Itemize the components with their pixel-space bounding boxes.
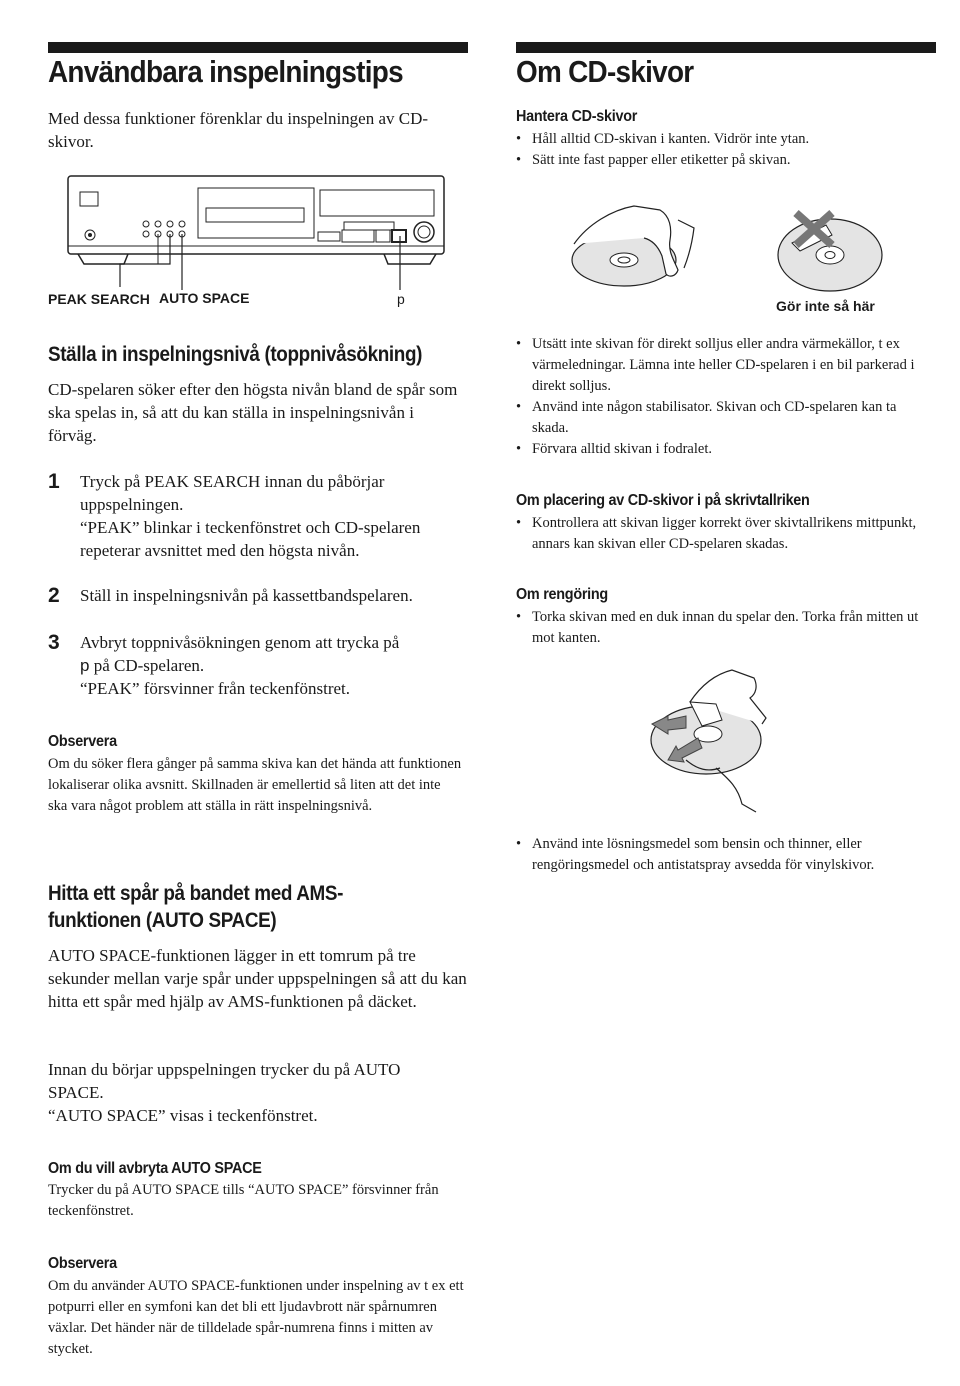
observe-heading-2: Observera [48,1255,117,1272]
step-1 [48,470,468,562]
section2-body1: AUTO SPACE-funktionen lägger in ett tomrum på tre sekunder mellan varje spår under uppspelningen så att du kan hitta ett spår med hjälp av AMS-funktionen på däcket. [48,946,467,1011]
list-item: • Använd inte lösningsmedel som bensin och thinner, eller rengöringsmedel och antistatspray avsedda för vinylskivor. [516,834,936,876]
list-item: • Sätt inte fast papper eller etiketter på skivan. [516,150,936,171]
page-title-left: Användbara inspelningstips [48,54,403,89]
observe-heading-1: Observera [48,733,117,750]
step-text-post: på CD-spelaren. [89,656,205,675]
list-item: • Torka skivan med en duk innan du spelar den. Torka från mitten ut mot kanten. [516,607,936,649]
do-not-touch-disc-illustration [774,205,886,295]
section2-body2b: “AUTO SPACE” visas i teckenfönstret. [48,1106,318,1125]
step-text: Ställ in inspelningsnivån på kassettbandspelaren. [80,586,413,605]
intro-text: Med dessa funktioner förenklar du inspelningen av CD-skivor. [48,109,429,151]
handle-bullets [516,129,936,171]
list-item: • Använd inte någon stabilisator. Skivan och CD-spelaren kan ta skada. [516,397,936,439]
cancel-heading: Om du vill avbryta AUTO SPACE [48,1160,262,1177]
step-number: 3 [48,631,60,654]
cleaning-after-bullets [516,834,936,876]
title-rule [516,42,936,53]
list-item: • Kontrollera att skivan ligger korrekt över skivtallrikens mittpunkt, annars kan skivan eller CD-spelaren skadas. [516,513,936,555]
cleaning-bullets [516,607,936,649]
step-note: “PEAK” försvinner från teckenfönstret. [80,679,351,698]
cd-player-illustration [64,172,454,292]
do-not-label: Gör inte så här [776,298,875,314]
placement-bullets [516,513,936,555]
step-2 [48,584,468,607]
cleaning-heading: Om rengöring [516,586,608,603]
step-text: Tryck på PEAK SEARCH innan du påbörjar uppspelningen. [80,472,385,514]
cleaning-disc-illustration [646,664,786,819]
hand-holding-disc-illustration [566,200,716,295]
list-item: • Håll alltid CD-skivan i kanten. Vidrör inte ytan. [516,129,936,150]
step-text [80,631,468,677]
step-note: “PEAK” blinkar i teckenfönstret och CD-spelaren repeterar avsnittet med den högsta nivån. [80,518,421,560]
observe-text-2: Om du använder AUTO SPACE-funktionen under inspelning av t ex ett potpurri eller en symfoni kan det bli ett ljudavbrott när spårnumren växlar. Det händer när de tilldelade spår-numrena finns i mitten av stycket. [48,1278,464,1357]
section2-body2a: Innan du börjar uppspelningen trycker du på AUTO SPACE. [48,1060,401,1102]
step-3 [48,631,468,700]
more-bullets [516,334,936,460]
section2-heading: Hitta ett spår på bandet med AMS-funktionen (AUTO SPACE) [48,882,344,932]
step-number: 1 [48,470,60,493]
step-number: 2 [48,584,60,607]
handle-heading: Hantera CD-skivor [516,108,638,125]
placement-heading: Om placering av CD-skivor i på skrivtallriken [516,492,810,509]
section1-body: CD-spelaren söker efter den högsta nivån bland de spår som ska spelas in, så att du kan ställa in inspelningsnivån i förväg. [48,380,458,445]
page-title-right: Om CD-skivor [516,54,694,89]
list-item: • Utsätt inte skivan för direkt solljus eller andra värmekällor, t ex värmeledningar. Lämna inte heller CD-spelaren i en bil parkerad i direkt solljus. [516,334,936,397]
observe-text-1: Om du söker flera gånger på samma skiva kan det hända att funktionen lokaliserar olika avsnitt. Skillnaden är emellertid så liten att det inte ska vara något problem att ställa in rätt inspelningsnivå. [48,756,462,814]
list-item: • Förvara alltid skivan i fodralet. [516,439,936,460]
title-rule [48,42,468,53]
p-label: p [397,291,405,307]
p-button-ref: p [80,656,90,675]
peak-search-label: PEAK SEARCH [48,291,150,307]
auto-space-label: AUTO SPACE [159,290,250,306]
step-text-pre: Avbryt toppnivåsökningen genom att trycka på [80,633,400,652]
cancel-text: Trycker du på AUTO SPACE tills “AUTO SPACE” försvinner från teckenfönstret. [48,1182,439,1219]
section1-heading: Ställa in inspelningsnivå (toppnivåsökning) [48,343,423,366]
